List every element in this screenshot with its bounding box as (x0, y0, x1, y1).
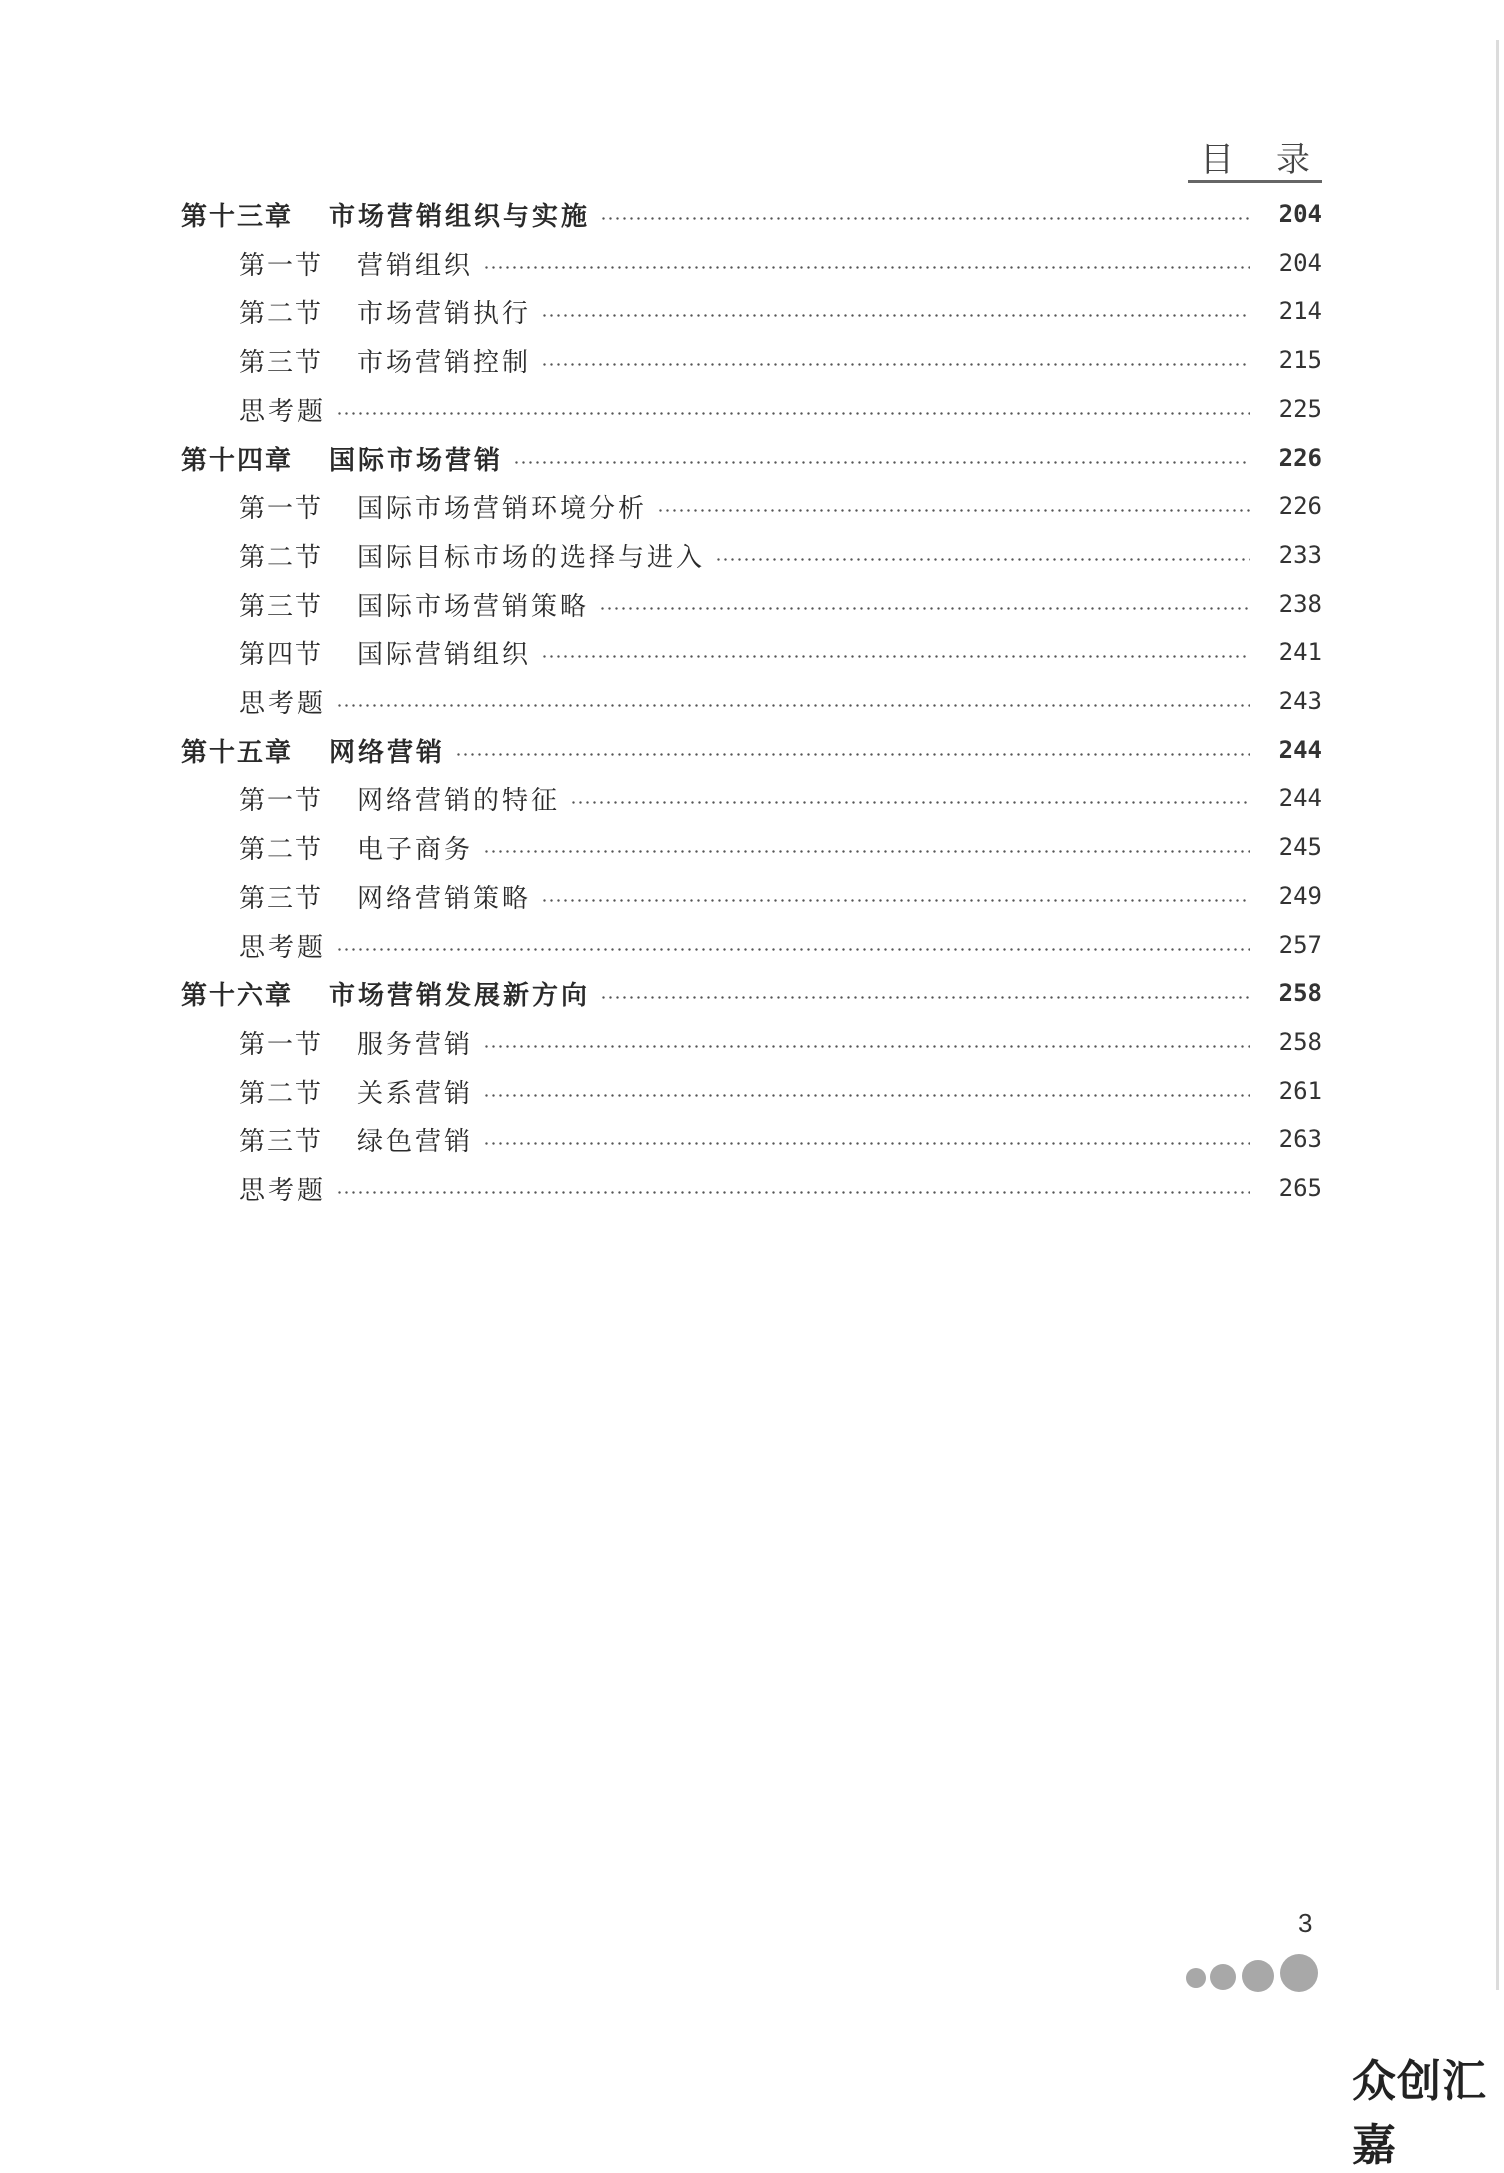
dot-leader (455, 753, 1250, 756)
toc-entry-page: 226 (1278, 492, 1322, 520)
page-number: 3 (1298, 1908, 1313, 1938)
toc-section-entry[interactable] (0, 778, 1504, 818)
toc-entry-number: 第三节 (239, 883, 324, 914)
dot-leader (513, 461, 1250, 464)
dot-leader (483, 1045, 1250, 1048)
toc-exercise-entry[interactable] (0, 389, 1504, 429)
toc-entry-label (239, 878, 531, 915)
toc-entry-title: 国际市场营销环境分析 (357, 493, 648, 524)
toc-entry-label (239, 537, 705, 574)
toc-entry-title: 国际目标市场的选择与进入 (357, 542, 706, 573)
toc-entry-label (239, 1121, 473, 1158)
toc-entry-label (181, 440, 503, 477)
toc-entry-label (181, 196, 590, 233)
toc-section-entry[interactable] (0, 1119, 1504, 1159)
toc-entry-page: 204 (1278, 249, 1322, 277)
toc-entry-title: 关系营销 (357, 1078, 474, 1109)
toc-section-entry[interactable] (0, 243, 1504, 283)
toc-entry-page: 225 (1278, 395, 1322, 423)
toc-entry-title: 网络营销 (329, 737, 446, 768)
toc-section-entry[interactable] (0, 632, 1504, 672)
toc-entry-number: 第二节 (239, 1078, 324, 1109)
toc-entry-page: 244 (1278, 736, 1322, 764)
dot-leader (600, 217, 1250, 220)
toc-entry-label (239, 1073, 473, 1110)
toc-entry-page: 261 (1278, 1077, 1322, 1105)
toc-entry-number: 第一节 (239, 1029, 324, 1060)
toc-section-entry[interactable] (0, 827, 1504, 867)
toc-entry-title: 市场营销发展新方向 (329, 980, 591, 1011)
toc-section-entry[interactable] (0, 535, 1504, 575)
dot-leader (657, 509, 1250, 512)
toc-title-char-1: 目 (1200, 140, 1234, 180)
toc-entry-title: 营销组织 (357, 250, 474, 281)
toc-entry-title: 网络营销策略 (357, 883, 532, 914)
toc-entry-label (239, 586, 589, 623)
decorative-dot (1186, 1968, 1206, 1988)
toc-section-entry[interactable] (0, 1071, 1504, 1111)
toc-entry-label (239, 634, 531, 671)
toc-entry-number: 第十四章 (181, 445, 294, 476)
toc-entry-label (239, 488, 647, 525)
toc-chapter-entry[interactable] (0, 730, 1504, 770)
toc-entry-label (239, 829, 473, 866)
toc-entry-page: 258 (1278, 979, 1322, 1007)
toc-entry-page: 214 (1278, 297, 1322, 325)
toc-entry-label (239, 391, 326, 428)
toc-entry-title: 思考题 (239, 396, 327, 427)
toc-entry-page: 245 (1278, 833, 1322, 861)
toc-entry-number: 第一节 (239, 493, 324, 524)
toc-entry-number: 第四节 (239, 639, 324, 670)
toc-entry-title: 国际营销组织 (357, 639, 532, 670)
toc-section-entry[interactable] (0, 584, 1504, 624)
toc-entry-label (239, 342, 531, 379)
toc-entry-title: 网络营销的特征 (357, 785, 561, 816)
dot-leader (336, 412, 1250, 415)
dot-leader (570, 801, 1250, 804)
toc-entry-title: 绿色营销 (357, 1126, 474, 1157)
toc-entry-number: 第三节 (239, 591, 324, 622)
toc-entry-title: 国际市场营销策略 (357, 591, 590, 622)
toc-entry-page: 265 (1278, 1174, 1322, 1202)
toc-entry-title: 市场营销控制 (357, 347, 532, 378)
toc-entry-page: 233 (1278, 541, 1322, 569)
dot-leader (336, 704, 1250, 707)
toc-entry-page: 258 (1278, 1028, 1322, 1056)
toc-entry-label (181, 732, 445, 769)
dot-leader (715, 558, 1250, 561)
dot-leader (600, 996, 1250, 999)
toc-title-char-2: 录 (1276, 140, 1310, 180)
toc-section-entry[interactable] (0, 291, 1504, 331)
toc-chapter-entry[interactable] (0, 438, 1504, 478)
dot-leader (599, 607, 1250, 610)
dot-leader (541, 899, 1250, 902)
toc-entry-number: 第三节 (239, 347, 324, 378)
toc-entry-page: 226 (1278, 444, 1322, 472)
toc-entry-page: 257 (1278, 931, 1322, 959)
toc-entry-number: 第二节 (239, 542, 324, 573)
toc-entry-page: 204 (1278, 200, 1322, 228)
dot-leader (541, 314, 1250, 317)
toc-entry-number: 第十六章 (181, 980, 294, 1011)
watermark-text: 众创汇嘉 (1352, 2057, 1487, 2170)
toc-exercise-entry[interactable] (0, 1168, 1504, 1208)
toc-entry-page: 243 (1278, 687, 1322, 715)
toc-section-entry[interactable] (0, 486, 1504, 526)
toc-entry-title: 思考题 (239, 688, 327, 719)
toc-entry-number: 第二节 (239, 834, 324, 865)
toc-entry-title: 市场营销组织与实施 (329, 201, 591, 232)
toc-entry-label (239, 1024, 473, 1061)
toc-entry-page: 263 (1278, 1125, 1322, 1153)
toc-entry-number: 第十五章 (181, 737, 294, 768)
toc-entry-label (239, 245, 473, 282)
toc-entry-page: 215 (1278, 346, 1322, 374)
dot-leader (483, 1094, 1250, 1097)
toc-chapter-entry[interactable] (0, 973, 1504, 1013)
toc-entry-number: 第十三章 (181, 201, 294, 232)
toc-entry-label (239, 780, 560, 817)
toc-section-entry[interactable] (0, 1022, 1504, 1062)
toc-entry-title: 电子商务 (357, 834, 474, 865)
dot-leader (541, 655, 1250, 658)
decorative-dot (1280, 1954, 1318, 1992)
toc-entry-page: 241 (1278, 638, 1322, 666)
toc-entry-label (239, 927, 326, 964)
toc-entry-number: 第三节 (239, 1126, 324, 1157)
dot-leader (483, 266, 1250, 269)
toc-entry-page: 249 (1278, 882, 1322, 910)
decorative-dot (1242, 1960, 1274, 1992)
toc-entry-page: 238 (1278, 590, 1322, 618)
dot-leader (483, 1142, 1250, 1145)
toc-entry-number: 第一节 (239, 250, 324, 281)
toc-entry-title: 思考题 (239, 932, 327, 963)
toc-entry-title: 思考题 (239, 1175, 327, 1206)
toc-chapter-entry[interactable] (0, 194, 1504, 234)
toc-entry-number: 第二节 (239, 298, 324, 329)
dot-leader (336, 1191, 1250, 1194)
toc-exercise-entry[interactable] (0, 925, 1504, 965)
toc-section-entry[interactable] (0, 340, 1504, 380)
toc-entry-title: 市场营销执行 (357, 298, 532, 329)
toc-entry-page: 244 (1278, 784, 1322, 812)
page-edge-rule (1496, 40, 1499, 1990)
toc-entry-label (239, 1170, 326, 1207)
dot-leader (541, 363, 1250, 366)
dot-leader (336, 948, 1250, 951)
toc-header (1188, 130, 1322, 183)
toc-entry-title: 服务营销 (357, 1029, 474, 1060)
toc-entry-number: 第一节 (239, 785, 324, 816)
dot-leader (483, 850, 1250, 853)
toc-entry-label (181, 975, 590, 1012)
toc-entry-label (239, 683, 326, 720)
toc-section-entry[interactable] (0, 876, 1504, 916)
toc-exercise-entry[interactable] (0, 681, 1504, 721)
toc-entry-title: 国际市场营销 (329, 445, 504, 476)
toc-entry-label (239, 293, 531, 330)
decorative-dot (1210, 1964, 1236, 1990)
